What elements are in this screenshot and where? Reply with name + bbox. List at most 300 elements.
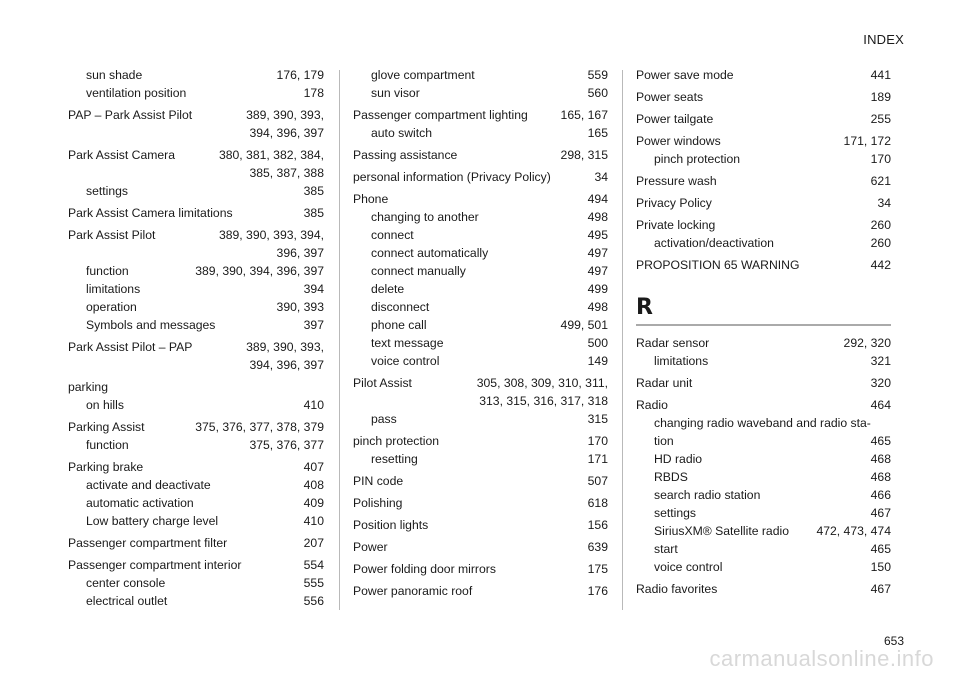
- page-references-line: 468: [870, 452, 891, 466]
- index-entry: [636, 132, 891, 168]
- page-references: [588, 494, 608, 512]
- page-references-line: 554: [303, 558, 324, 572]
- page-references: [816, 522, 891, 540]
- page-references: [871, 256, 891, 274]
- page-references-line: 178: [303, 86, 324, 100]
- page-references: [844, 132, 891, 150]
- index-term: Passenger compartment filter: [68, 536, 228, 550]
- index-subentry-row: [636, 558, 891, 576]
- page-references: [588, 352, 608, 370]
- page-references: [871, 580, 891, 598]
- index-subentry-row: [68, 436, 324, 454]
- page-references: [561, 316, 608, 334]
- index-entry: [68, 106, 324, 142]
- page-references: [871, 374, 891, 392]
- index-term-row: [68, 338, 324, 374]
- page-references: [304, 204, 324, 222]
- index-subentry-row: [68, 574, 324, 592]
- index-subentry-row: [68, 494, 324, 512]
- index-column-3: [636, 66, 891, 602]
- index-subentry-row: [636, 450, 891, 468]
- index-subentry-row: [353, 410, 608, 428]
- index-term-row: [636, 110, 891, 128]
- index-subentry-row: [353, 84, 608, 102]
- column-divider: [339, 70, 340, 610]
- index-entry: [636, 110, 891, 128]
- index-subterm: voice control: [654, 560, 723, 574]
- index-entry: [353, 146, 608, 164]
- page-references: [588, 124, 608, 142]
- page-references-continued: 385, 387, 388: [249, 166, 324, 180]
- index-subentry-row: [636, 234, 891, 252]
- column-divider: [622, 70, 623, 610]
- index-term-row: [68, 106, 324, 142]
- index-entry: [353, 168, 608, 186]
- index-subentry-row: [68, 476, 324, 494]
- index-term-row: [636, 216, 891, 234]
- index-term: Polishing: [353, 496, 403, 510]
- index-subterm: pass: [371, 412, 397, 426]
- page-references-line: 380, 381, 382, 384,: [218, 148, 324, 162]
- page-references: [588, 538, 608, 556]
- page-references-line: 176, 179: [276, 68, 324, 82]
- index-entry: [353, 374, 608, 428]
- index-subentry-row: [353, 316, 608, 334]
- index-entry: [353, 516, 608, 534]
- page-references-line: 385: [303, 184, 324, 198]
- index-subterm: start: [654, 542, 678, 556]
- page-references-line: 375, 376, 377: [249, 438, 324, 452]
- page-references-line: 175: [587, 562, 608, 576]
- index-term: Power save mode: [636, 68, 734, 82]
- index-subterm: settings: [654, 506, 697, 520]
- watermark: carmanualsonline.info: [709, 646, 934, 671]
- index-subentry-row: [353, 244, 608, 262]
- index-term: Phone: [353, 192, 389, 206]
- index-term: Power tailgate: [636, 112, 714, 126]
- page-references: [871, 540, 891, 558]
- index-term-row: [636, 396, 891, 414]
- index-term-row: [68, 556, 324, 574]
- index-entry: [636, 216, 891, 252]
- page-references-line: 170: [587, 434, 608, 448]
- page-references: [871, 234, 891, 252]
- index-entry: [636, 256, 891, 274]
- index-subentry-row: [353, 66, 608, 84]
- index-subterm: connect automatically: [371, 246, 489, 260]
- index-subterm: activate and deactivate: [86, 478, 211, 492]
- index-subterm: function: [86, 438, 129, 452]
- index-subterm: text message: [371, 336, 444, 350]
- index-term-row: [353, 494, 608, 512]
- index-term: parking: [68, 380, 108, 394]
- index-term-row: [353, 582, 608, 600]
- page-references-line: 189: [870, 90, 891, 104]
- page-references: [588, 298, 608, 316]
- page-references-continued: 396, 397: [276, 246, 324, 260]
- page-references-line: 298, 315: [560, 148, 608, 162]
- page-references-line: 494: [587, 192, 608, 206]
- index-term: Power: [353, 540, 388, 554]
- index-term: Park Assist Pilot – PAP: [68, 340, 193, 354]
- page-references-line: 389, 390, 393,: [246, 108, 324, 122]
- index-subterm: resetting: [371, 452, 418, 466]
- page-references-line: 408: [303, 478, 324, 492]
- page-references: [561, 106, 608, 124]
- page-references: [304, 556, 324, 574]
- page-references-line: 375, 376, 377, 378, 379: [195, 420, 324, 434]
- page-references: [304, 512, 324, 530]
- index-subterm: limitations: [86, 282, 141, 296]
- index-entry: [68, 534, 324, 552]
- page-references: [195, 262, 324, 280]
- section-letter-heading: [636, 296, 891, 326]
- index-subterm: on hills: [86, 398, 124, 412]
- page-references: [871, 468, 891, 486]
- index-term: Power seats: [636, 90, 704, 104]
- page-references-line: 385: [303, 206, 324, 220]
- index-subentry-row: [68, 298, 324, 316]
- index-subentry-row: [68, 182, 324, 200]
- page-references-line: 149: [587, 354, 608, 368]
- page-references-line: 410: [303, 514, 324, 528]
- page-references-line: 495: [587, 228, 608, 242]
- page-references-line: 497: [587, 246, 608, 260]
- page-references-line: 34: [594, 170, 608, 184]
- index-subentry-row: [68, 84, 324, 102]
- index-entry: [353, 106, 608, 142]
- index-subentry-row: [68, 592, 324, 610]
- page-references-line: 389, 390, 393, 394,: [218, 228, 324, 242]
- page-references-line: 560: [587, 86, 608, 100]
- index-subentry-row: [636, 432, 891, 450]
- index-subterm: settings: [86, 184, 129, 198]
- page-references-line: 507: [587, 474, 608, 488]
- page-references: [844, 334, 891, 352]
- page-references: [304, 476, 324, 494]
- page-references-line: 389, 390, 393,: [246, 340, 324, 354]
- index-entry: [636, 396, 891, 576]
- page-references-line: 497: [587, 264, 608, 278]
- index-term: Pressure wash: [636, 174, 717, 188]
- page-references: [304, 574, 324, 592]
- page-references-line: 472, 473, 474: [816, 524, 891, 538]
- page-references: [277, 66, 324, 84]
- index-term-row: [68, 226, 324, 262]
- page-references-line: 207: [303, 536, 324, 550]
- index-entry: [68, 458, 324, 530]
- page-references: [277, 298, 324, 316]
- index-subterm: Low battery charge level: [86, 514, 219, 528]
- page-references: [304, 84, 324, 102]
- page-references-line: 176: [587, 584, 608, 598]
- index-term-row: [353, 538, 608, 556]
- index-subterm: center console: [86, 576, 166, 590]
- index-entry: [636, 334, 891, 370]
- page-references-line: 170: [870, 152, 891, 166]
- page-references-line: 165, 167: [560, 108, 608, 122]
- index-subterm: phone call: [371, 318, 427, 332]
- index-entry: [68, 146, 324, 200]
- index-entry: [636, 374, 891, 392]
- index-subterm: glove compartment: [371, 68, 475, 82]
- page-references-line: 466: [870, 488, 891, 502]
- page-references-line: 171, 172: [843, 134, 891, 148]
- index-subterm: search radio station: [654, 488, 761, 502]
- page-references: [304, 534, 324, 552]
- index-subentry-row: [636, 468, 891, 486]
- page-references: [195, 418, 324, 436]
- index-subentry-row: [636, 352, 891, 370]
- index-term: Position lights: [353, 518, 429, 532]
- page-references-line: 499: [587, 282, 608, 296]
- index-subterm: function: [86, 264, 129, 278]
- index-term-row: [636, 334, 891, 352]
- index-term: Passenger compartment interior: [68, 558, 242, 572]
- page-references: [588, 516, 608, 534]
- page-references: [871, 216, 891, 234]
- index-subentry-row: [353, 208, 608, 226]
- index-term: Power panoramic roof: [353, 584, 473, 598]
- index-entry: [636, 194, 891, 212]
- page-references: [304, 316, 324, 334]
- page-references-line: 559: [587, 68, 608, 82]
- page-references: [588, 208, 608, 226]
- page-references: [304, 592, 324, 610]
- page-number: 653: [883, 634, 904, 648]
- index-term: PAP – Park Assist Pilot: [68, 108, 193, 122]
- index-subterm: activation/deactivation: [654, 236, 774, 250]
- index-term-row: [636, 132, 891, 150]
- index-subterm: delete: [371, 282, 405, 296]
- index-subterm: disconnect: [371, 300, 430, 314]
- page-references: [219, 226, 324, 262]
- index-entry: [68, 418, 324, 454]
- index-entry: [353, 582, 608, 600]
- index-subentry-row: [636, 504, 891, 522]
- index-term-row: [68, 204, 324, 222]
- index-term-row: [353, 190, 608, 208]
- page-references: [588, 582, 608, 600]
- page-references-line: 260: [870, 236, 891, 250]
- index-term: PIN code: [353, 474, 404, 488]
- page-references: [877, 194, 891, 212]
- page-references-line: 389, 390, 394, 396, 397: [195, 264, 324, 278]
- page-references: [588, 280, 608, 298]
- page-references-line: 171: [587, 452, 608, 466]
- index-term: pinch protection: [353, 434, 440, 448]
- page-references: [871, 150, 891, 168]
- page-references: [588, 244, 608, 262]
- page-references-line: 410: [303, 398, 324, 412]
- index-term-row: [353, 432, 608, 450]
- index-subterm: ventilation position: [86, 86, 187, 100]
- page-references-line: 464: [870, 398, 891, 412]
- index-subentry-row: [636, 540, 891, 558]
- page-references-line: 499, 501: [560, 318, 608, 332]
- index-term: Power folding door mirrors: [353, 562, 496, 576]
- index-subterm: sun visor: [371, 86, 420, 100]
- page-references: [246, 338, 324, 374]
- index-column-1: [68, 66, 324, 614]
- index-subterm: changing radio waveband and radio sta-: [654, 416, 871, 430]
- index-term: Privacy Policy: [636, 196, 712, 210]
- page-references: [304, 182, 324, 200]
- index-subterm: electrical outlet: [86, 594, 168, 608]
- page-references: [871, 110, 891, 128]
- index-term: Radar unit: [636, 376, 693, 390]
- index-entry: [353, 472, 608, 490]
- index-subterm: changing to another: [371, 210, 479, 224]
- page-references-line: 468: [870, 470, 891, 484]
- index-term-row: [353, 560, 608, 578]
- index-term: Power windows: [636, 134, 721, 148]
- index-term-row: [353, 168, 608, 186]
- page-references-line: 555: [303, 576, 324, 590]
- index-subterm: SiriusXM® Satellite radio: [654, 524, 789, 538]
- index-term-row: [636, 88, 891, 106]
- index-subentry-row: [353, 280, 608, 298]
- index-term: Radio: [636, 398, 668, 412]
- index-subterm: sun shade: [86, 68, 143, 82]
- index-subentry-row: [353, 450, 608, 468]
- index-subterm: operation: [86, 300, 137, 314]
- index-term-row: [68, 418, 324, 436]
- page-references-line: 498: [587, 210, 608, 224]
- index-subterm: limitations: [654, 354, 709, 368]
- index-entry: [353, 432, 608, 468]
- index-subterm: connect: [371, 228, 414, 242]
- page-references: [871, 396, 891, 414]
- index-entry: [353, 494, 608, 512]
- section-rule: [636, 324, 891, 326]
- index-subentry-row: [636, 150, 891, 168]
- index-entry: [68, 204, 324, 222]
- index-term-row: [353, 106, 608, 124]
- page-references-line: 397: [303, 318, 324, 332]
- page-references: [871, 172, 891, 190]
- page-references-line: 150: [870, 560, 891, 574]
- index-subentry-row: [68, 280, 324, 298]
- page-references: [871, 450, 891, 468]
- page-references: [561, 146, 608, 164]
- index-term-row: [68, 534, 324, 552]
- page-header-title: INDEX: [863, 32, 904, 47]
- page-references: [588, 432, 608, 450]
- index-subentry-row: [68, 262, 324, 280]
- page-references: [588, 410, 608, 428]
- page-references-line: 442: [870, 258, 891, 272]
- index-subentry-row: [636, 486, 891, 504]
- index-subentry-row: [68, 396, 324, 414]
- page-references-line: 292, 320: [843, 336, 891, 350]
- index-subentry-row: [353, 334, 608, 352]
- page-references-line: 320: [870, 376, 891, 390]
- index-subterm: automatic activation: [86, 496, 194, 510]
- index-entry: [353, 190, 608, 370]
- page-references-line: 467: [870, 506, 891, 520]
- page-references-line: 618: [587, 496, 608, 510]
- index-term-row: [636, 172, 891, 190]
- index-term-row: [636, 256, 891, 274]
- page-references-line: 165: [587, 126, 608, 140]
- index-term-row: [68, 458, 324, 476]
- page-references: [588, 262, 608, 280]
- page-references-line: 390, 393: [276, 300, 324, 314]
- index-subterm: Symbols and messages: [86, 318, 216, 332]
- index-term-row: [636, 66, 891, 84]
- page-references: [588, 190, 608, 208]
- index-subterm: voice control: [371, 354, 440, 368]
- index-subterm: tion: [654, 434, 674, 448]
- page-references: [588, 472, 608, 490]
- index-subterm: RBDS: [654, 470, 688, 484]
- page-references: [304, 396, 324, 414]
- page-references-line: 621: [870, 174, 891, 188]
- index-term-row: [636, 580, 891, 598]
- page-references: [246, 106, 324, 142]
- page-references: [219, 146, 324, 182]
- page-references: [588, 226, 608, 244]
- page-references: [588, 334, 608, 352]
- index-term: personal information (Privacy Policy): [353, 170, 551, 184]
- index-term: Radio favorites: [636, 582, 718, 596]
- page-references-line: 255: [870, 112, 891, 126]
- index-term: Parking Assist: [68, 420, 145, 434]
- index-term: Passenger compartment lighting: [353, 108, 528, 122]
- page-references: [588, 84, 608, 102]
- page-references: [871, 504, 891, 522]
- page-references-line: 260: [870, 218, 891, 232]
- page-references-line: 465: [870, 434, 891, 448]
- page-references-line: 441: [870, 68, 891, 82]
- index-term-row: [353, 146, 608, 164]
- index-entry: [636, 88, 891, 106]
- index-term: Passing assistance: [353, 148, 458, 162]
- index-subentry-row: [68, 316, 324, 334]
- page-references: [871, 88, 891, 106]
- page-references-line: 34: [877, 196, 891, 210]
- page-references-continued: 313, 315, 316, 317, 318: [479, 394, 608, 408]
- page-references-line: 465: [870, 542, 891, 556]
- index-subterm: HD radio: [654, 452, 703, 466]
- index-subterm: pinch protection: [654, 152, 741, 166]
- index-subterm: connect manually: [371, 264, 466, 278]
- index-subentry-row: [636, 414, 891, 432]
- page-references-line: 407: [303, 460, 324, 474]
- page-references-line: 315: [587, 412, 608, 426]
- index-term-row: [636, 194, 891, 212]
- page-references: [588, 560, 608, 578]
- index-term: Park Assist Camera: [68, 148, 176, 162]
- section-letter: R: [636, 295, 653, 320]
- index-term: Parking brake: [68, 460, 144, 474]
- index-term: Pilot Assist: [353, 376, 412, 390]
- index-entry: [68, 556, 324, 610]
- page-references: [304, 494, 324, 512]
- index-term-row: [353, 374, 608, 410]
- page-references-line: 156: [587, 518, 608, 532]
- page-references-line: 321: [870, 354, 891, 368]
- page-references: [304, 280, 324, 298]
- index-subentry-row: [353, 124, 608, 142]
- page-references-line: 498: [587, 300, 608, 314]
- index-entry: [636, 580, 891, 598]
- index-subentry-row: [353, 352, 608, 370]
- index-subterm: auto switch: [371, 126, 432, 140]
- page-references-line: 556: [303, 594, 324, 608]
- page-references-continued: 394, 396, 397: [249, 358, 324, 372]
